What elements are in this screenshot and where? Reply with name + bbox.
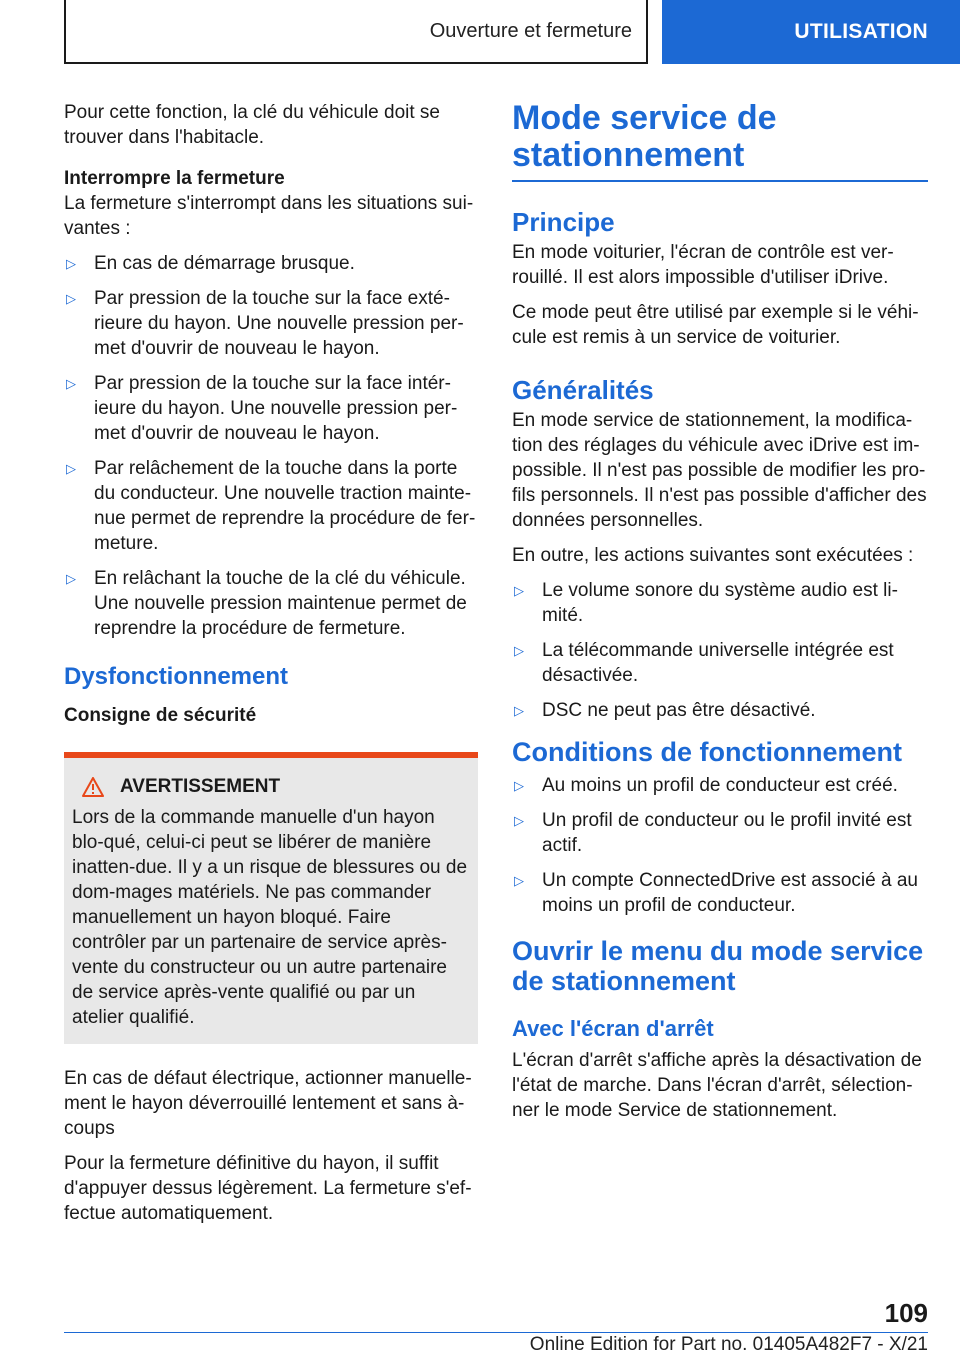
- warning-title-row: [72, 774, 470, 799]
- section-title: Ouverture et fermeture: [429, 19, 632, 42]
- open-menu-heading: Ouvrir le menu du mode service de stationnement: [512, 936, 924, 996]
- right-column: [512, 100, 928, 1133]
- triangle-bullet-icon: ▷: [66, 571, 76, 586]
- chapter-title: UTILISATION: [794, 20, 928, 43]
- page-number: 109: [884, 1298, 928, 1328]
- general-heading: Généralités: [512, 375, 654, 405]
- general-text-2: En outre, les actions suivantes sont exécutées :: [512, 545, 914, 566]
- list-item: ▷ Par relâchement de la touche dans la porte du conducteur. Une nouvelle traction mainte-nue permet de reprendre la procédure de fer-meture.: [66, 458, 476, 554]
- principle-heading: Principe: [512, 207, 615, 237]
- triangle-bullet-icon: ▷: [66, 291, 76, 306]
- triangle-bullet-icon: ▷: [514, 813, 524, 828]
- left-column: [64, 100, 478, 1236]
- warning-box: [64, 752, 478, 1044]
- triangle-bullet-icon: ▷: [66, 256, 76, 271]
- header-section-title: [64, 0, 648, 64]
- warning-triangle-icon: [82, 777, 104, 797]
- principle-text-1: En mode voiturier, l'écran de contrôle est ver-rouillé. Il est alors impossible d'utiliser iDrive.: [512, 242, 894, 288]
- general-text-1: En mode service de stationnement, la modifica-tion des réglages du véhicule avec iDrive est im-possible. Il n'est pas possible de modifier les pro-fils personnels. Il n'est pas possible d'afficher des données personnelles.: [512, 410, 927, 531]
- interrupt-list: [64, 251, 478, 641]
- footer-divider: [64, 1332, 928, 1333]
- list-item: ▷ En relâchant la touche de la clé du véhicule. Une nouvelle pression maintenue permet de reprendre la procédure de fermeture.: [66, 568, 467, 639]
- triangle-bullet-icon: ▷: [66, 461, 76, 476]
- list-item: ▷ Un compte ConnectedDrive est associé à au moins un profil de conducteur.: [514, 870, 918, 916]
- header-chapter-tab[interactable]: [662, 0, 960, 64]
- principle-text-2: Ce mode peut être utilisé par exemple si le véhi-cule est remis à un service de voiturier.: [512, 302, 919, 348]
- conditions-list: [512, 773, 928, 918]
- list-item: ▷ DSC ne peut pas être désactivé.: [514, 700, 816, 721]
- warning-text: Lors de la commande manuelle d'un hayon blo-qué, celui-ci peut se libérer de manière inatten-due. Il y a un risque de blessures ou de dom-mages matériels. Ne pas commander manuellement un hayon bloqué. Faire contrôler par un partenaire de service après-vente du constructeur ou un autre partenaire de service après-vente qualifié ou par un atelier qualifié.: [72, 807, 468, 1028]
- triangle-bullet-icon: ▷: [514, 643, 524, 658]
- list-item: ▷ En cas de démarrage brusque.: [66, 253, 355, 274]
- triangle-bullet-icon: ▷: [514, 873, 524, 888]
- general-list: [512, 578, 928, 723]
- close-text: Pour la fermeture définitive du hayon, il suffit d'appuyer dessus légèrement. La fermeture s'ef-fectue automatiquement.: [64, 1153, 472, 1224]
- triangle-bullet-icon: ▷: [514, 703, 524, 718]
- warning-title: AVERTISSEMENT: [120, 776, 281, 797]
- triangle-bullet-icon: ▷: [514, 778, 524, 793]
- list-item: ▷ Le volume sonore du système audio est li-mité.: [514, 580, 898, 626]
- electric-fault-text: En cas de défaut électrique, actionner manuelle-ment le hayon déverrouillé lentement et sans à-coups: [64, 1068, 472, 1139]
- list-item: ▷ Par pression de la touche sur la face exté-rieure du hayon. Une nouvelle pression per-met d'ouvrir de nouveau le hayon.: [66, 288, 464, 359]
- list-item: ▷ Au moins un profil de conducteur est créé.: [514, 775, 898, 796]
- list-item: ▷ La télécommande universelle intégrée est désactivée.: [514, 640, 894, 686]
- conditions-heading: Conditions de fonctionnement: [512, 737, 902, 767]
- stop-screen-text: L'écran d'arrêt s'affiche après la désactivation de l'état de marche. Dans l'écran d'arrêt, sélection-ner le mode Service de stationnement.: [512, 1050, 922, 1121]
- stop-screen-heading: Avec l'écran d'arrêt: [512, 1016, 714, 1041]
- list-item: ▷ Un profil de conducteur ou le profil invité est actif.: [514, 810, 912, 856]
- page-title: Mode service de stationnement: [512, 100, 928, 182]
- interrupt-text: La fermeture s'interrompt dans les situations sui-vantes :: [64, 193, 474, 239]
- interrupt-heading: Interrompre la fermeture: [64, 168, 285, 189]
- triangle-bullet-icon: ▷: [66, 376, 76, 391]
- safety-heading: Consigne de sécurité: [64, 705, 257, 726]
- list-item: ▷ Par pression de la touche sur la face intér-ieure du hayon. Une nouvelle pression per-met d'ouvrir de nouveau le hayon.: [66, 373, 458, 444]
- triangle-bullet-icon: ▷: [514, 583, 524, 598]
- malfunction-heading: Dysfonctionnement: [64, 663, 289, 690]
- footer-edition: Online Edition for Part no. 01405A482F7 - X/21: [529, 1334, 928, 1355]
- intro-text: Pour cette fonction, la clé du véhicule doit se trouver dans l'habitacle.: [64, 102, 441, 148]
